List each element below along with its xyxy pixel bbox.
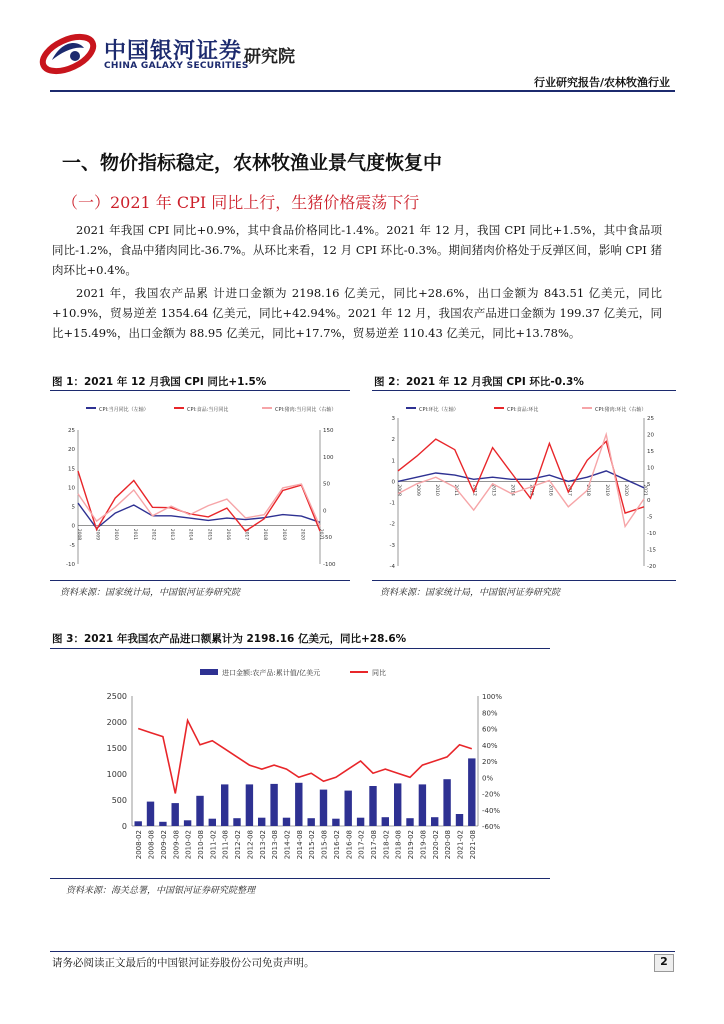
legend-label: 同比 [372,669,386,677]
right-tick-label: 50 [323,481,330,488]
import-bar [172,803,179,826]
right-tick-label: 80% [482,709,498,718]
x-tick-label: 2012 [471,484,477,496]
import-bar [258,818,265,826]
legend-label: CPI:当月同比（左轴） [99,407,149,413]
x-tick-label: 2009-02 [159,830,168,860]
fig1-source: 资料来源：国家统计局，中国银河证券研究院 [60,588,241,598]
x-tick-label: 2010 [433,484,439,496]
right-tick-label: 15 [647,448,654,455]
fig1-rule-bottom [50,580,350,581]
series-line-3 [398,434,644,526]
x-tick-label: 2020-08 [444,830,453,860]
x-tick-label: 2012 [150,528,156,541]
right-tick-label: -60% [482,823,501,831]
legend-label: CPI:环比（左轴） [419,407,459,413]
x-tick-label: 2018-08 [394,830,403,860]
x-tick-label: 2017 [243,528,249,541]
fig2-title: 图 2：2021 年 12 月我国 CPI 环比-0.3% [374,376,584,388]
import-bar [159,822,166,826]
x-tick-label: 2019 [280,528,286,541]
right-tick-label: -40% [482,806,501,815]
left-tick-label: -10 [66,562,75,568]
x-tick-label: 2019-08 [419,830,428,860]
left-tick-label: 0 [391,479,395,486]
section-title: 一、物价指标稳定，农林牧渔业景气度恢复中 [62,152,443,174]
legend-label: CPI:猪肉:环比（右轴） [595,407,647,413]
left-tick-label: 10 [68,485,75,492]
yoy-line [138,720,472,793]
paragraph-cpi: 2021 年我国 CPI 同比+0.9%，其中食品价格同比-1.4%。2021 年 12 月，我国 CPI 同比+1.5%，其中食品项同比-1.2%，食品中猪肉同比-36.7%。从环比来看，12 月 CPI 环比-0.3%。期间猪肉价格处于反弹区间，影响 CPI 猪肉环比+0.4%。 [52,223,662,277]
x-tick-label: 2018-02 [382,830,391,860]
right-tick-label: -50 [323,535,332,542]
left-tick-label: 25 [68,428,75,434]
fig3-rule-top [50,648,550,649]
cpi-yoy-chart [52,396,348,578]
right-tick-label: 0% [482,774,494,783]
left-tick-label: -4 [389,564,395,570]
series-line-2 [78,471,320,531]
fig3-source: 资料来源：海关总署，中国银河证券研究院整理 [66,886,256,896]
right-tick-label: -20 [647,564,656,570]
x-tick-label: 2010-08 [196,830,205,860]
company-name-cn: 中国银河证券 [104,39,243,64]
x-tick-label: 2017-02 [357,830,366,860]
x-tick-label: 2015 [528,484,534,496]
left-tick-label: 2000 [106,718,127,727]
right-tick-label: -15 [647,547,656,554]
right-tick-label: 10 [647,465,654,472]
x-tick-label: 2008-08 [147,830,156,860]
import-bar [369,786,376,826]
page-number: 2 [654,954,674,972]
x-tick-label: 2020 [299,528,305,541]
import-bar [270,784,277,826]
x-tick-label: 2016 [224,528,230,541]
institute-label: 研究院 [244,47,295,67]
x-tick-label: 2012-02 [234,830,243,860]
x-tick-label: 2018 [262,528,268,541]
x-tick-label: 2014 [509,484,515,496]
left-tick-label: 1000 [106,770,127,779]
import-bar [394,783,401,826]
import-bar [246,784,253,826]
x-tick-label: 2009 [94,528,100,541]
right-tick-label: -20% [482,790,501,799]
right-tick-label: -100 [323,562,336,568]
right-tick-label: 5 [647,481,651,488]
right-tick-label: 100% [482,693,503,701]
header [0,0,724,92]
import-bar [332,819,339,826]
x-tick-label: 2014-02 [283,830,292,860]
x-tick-label: 2013 [169,528,175,541]
x-tick-label: 2020-02 [431,830,440,860]
right-tick-label: 150 [323,428,334,434]
import-bar [320,790,327,826]
right-tick-label: -5 [647,514,653,521]
import-bar [419,784,426,826]
right-tick-label: 25 [647,416,654,422]
left-tick-label: 15 [68,466,75,473]
right-tick-label: 60% [482,725,498,734]
legend-swatch-bar [200,669,218,675]
legend-label: CPI:食品:环比 [507,407,539,413]
x-tick-label: 2020 [623,484,629,496]
x-tick-label: 2013 [490,484,496,496]
import-bar [357,818,364,826]
paragraph-trade: 2021 年，我国农产品累 计进口金额为 2198.16 亿美元，同比+28.6%，出口金额为 843.51 亿美元，同比+10.9%，贸易逆差 1354.64 亿美元，同比+42.94%。2021 年 12 月，我国农产品进口金额为 199.37 亿美元，同比+15.49%，出口金额为 88.95 亿美元，同比+17.7%，贸易逆差 110.43 亿美元，同比+13.78%。 [52,286,662,340]
import-bar [184,820,191,826]
x-tick-label: 2008 [76,528,81,541]
left-tick-label: 5 [71,504,75,511]
fig1-title: 图 1：2021 年 12 月我国 CPI 同比+1.5% [52,376,267,388]
import-bar [221,784,228,826]
agri-import-chart [60,660,510,878]
left-tick-label: 0 [71,523,75,530]
import-bar [443,779,450,826]
import-bar [382,817,389,826]
x-tick-label: 2015 [206,528,212,541]
x-tick-label: 2016 [547,484,553,496]
left-tick-label: 20 [68,447,75,454]
x-tick-label: 2009-08 [172,830,181,860]
x-tick-label: 2019 [604,484,610,496]
left-tick-label: 1 [391,458,395,465]
left-tick-label: 3 [391,416,395,422]
x-tick-label: 2019-02 [407,830,416,860]
left-tick-label: 2 [391,437,395,444]
import-bar [209,819,216,826]
x-tick-label: 2021-02 [456,830,465,860]
footer-divider [50,951,675,952]
right-tick-label: 100 [323,454,334,461]
fig3-rule-bottom [50,878,550,879]
x-tick-label: 2009 [414,484,420,496]
footer-disclaimer: 请务必阅读正文最后的中国银河证券股份公司免责声明。 [52,957,315,969]
import-bar [295,783,302,826]
cpi-mom-chart [374,396,674,578]
fig2-source: 资料来源：国家统计局，中国银河证券研究院 [380,588,561,598]
x-tick-label: 2010-02 [184,830,193,860]
import-bar [233,818,240,826]
legend-label: 进口金额:农产品:累计值/亿美元 [222,669,321,677]
import-bar [406,818,413,826]
x-tick-label: 2011-02 [209,830,218,860]
x-tick-label: 2021-08 [468,830,477,860]
fig2-rule-top [372,390,676,391]
right-tick-label: 0 [647,498,651,505]
x-tick-label: 2011-08 [221,830,230,860]
fig3-title: 图 3：2021 年我国农产品进口额累计为 2198.16 亿美元，同比+28.6% [52,633,407,645]
report-type: 行业研究报告/农林牧渔行业 [533,76,670,89]
left-tick-label: -5 [69,542,75,549]
x-tick-label: 2012-08 [246,830,255,860]
x-tick-label: 2008 [396,484,401,496]
x-tick-label: 2013-02 [258,830,267,860]
import-bar [468,758,475,826]
x-tick-label: 2015-02 [308,830,317,860]
fig2-rule-bottom [372,580,676,581]
x-tick-label: 2016-08 [345,830,354,860]
company-name-en: CHINA GALAXY SECURITIES [104,61,249,71]
x-tick-label: 2014-08 [295,830,304,860]
header-divider [50,90,675,92]
x-tick-label: 2015-08 [320,830,329,860]
x-tick-label: 2017 [566,484,572,496]
x-tick-label: 2016-02 [332,830,341,860]
import-bar [345,791,352,826]
left-tick-label: 1500 [106,744,127,753]
import-bar [456,814,463,826]
x-tick-label: 2018 [585,484,591,496]
import-bar [147,802,154,826]
left-tick-label: -3 [389,542,395,549]
section-subtitle: （一）2021 年 CPI 同比上行，生猪价格震荡下行 [62,193,420,212]
left-tick-label: 2500 [106,692,127,701]
x-tick-label: 2011 [131,528,137,541]
x-tick-label: 2021 [318,528,323,541]
import-bar [283,818,290,826]
left-tick-label: -1 [389,500,395,507]
right-tick-label: 0 [323,508,327,515]
fig1-rule-top [50,390,350,391]
right-tick-label: -10 [647,531,656,538]
x-tick-label: 2011 [452,484,458,496]
left-tick-label: -2 [389,521,395,528]
import-bar [196,796,203,826]
x-tick-label: 2017-08 [369,830,378,860]
right-tick-label: 20 [647,432,654,439]
galaxy-logo-icon [38,30,98,78]
import-bar [431,817,438,826]
legend-label: CPI:猪肉:当月同比（右轴） [275,407,337,413]
import-bar [135,821,142,826]
import-bar [308,818,315,826]
legend-label: CPI:食品:当月同比 [187,407,229,413]
right-tick-label: 20% [482,758,498,766]
series-line-2 [398,439,644,513]
x-tick-label: 2010 [113,528,119,541]
x-tick-label: 2014 [187,528,193,541]
x-tick-label: 2013-08 [271,830,280,860]
left-tick-label: 0 [121,822,127,831]
left-tick-label: 500 [111,796,127,805]
x-tick-label: 2008-02 [135,830,144,860]
right-tick-label: 40% [482,741,498,750]
x-tick-label: 2021 [642,484,647,496]
